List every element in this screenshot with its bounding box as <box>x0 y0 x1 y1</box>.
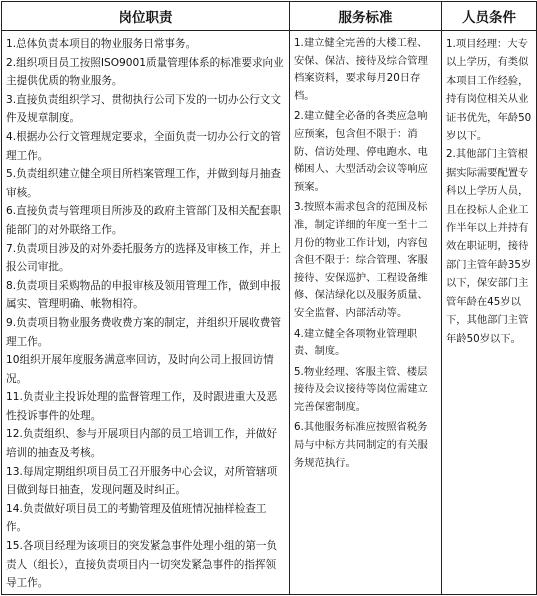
duty-item: 1.总体负责本项目的物业服务日常事务。 <box>6 38 197 50</box>
duty-item: 2.组织项目员工按照ISO9001质量管理体系的标准要求向业主提供优质的物业服务。 <box>6 56 284 88</box>
header-duties: 岗位职责 <box>2 2 290 31</box>
table-header-row <box>2 2 537 31</box>
duty-item: 4.根据办公行文管理规定要求，全面负责一切办公行文的管理工作。 <box>6 130 281 162</box>
service-standard-item: 1.建立健全完善的大楼工程、安保、保洁、接待及综合管理档案资料，要求每月20日存档。 <box>294 37 428 102</box>
duty-item: 11.负责业主投诉处理的监督管理工作，及时跟进重大及恶性投诉事件的处理。 <box>6 391 278 422</box>
service-standard-item: 3.按照本需求包含的范围及标准，制定详细的年度一至十二月份的物业工作计划，内容包含但不限于：综合管理、客服接待、安保巡护、工程设备维修、保洁绿化以及服务质量、安全监督、内部活动等。 <box>294 201 428 319</box>
header-service-standards: 服务标准 <box>290 2 442 31</box>
duty-table <box>1 1 537 595</box>
duty-item: 14.负责做好项目员工的考勤管理及值班情况抽样检查工作。 <box>6 502 267 534</box>
duty-item: 3.直接负责组织学习、贯彻执行公司下发的一切办公行文文件及规章制度。 <box>6 93 281 125</box>
duty-item: 8.负责项目采购物品的申报审核及领用管理工作，做到申报属实、管理明确、帐物相符。 <box>6 279 281 311</box>
header-staff-requirements: 人员条件 <box>442 2 537 31</box>
staff-requirements-cell <box>442 31 537 595</box>
service-standard-item: 4.建立健全各项物业管理职责、制度。 <box>294 327 418 358</box>
service-standard-item: 6.其他服务标准应按照省税务局与中标方共同制定的有关服务规范执行。 <box>294 421 428 469</box>
staff-requirement-item: 2.其他部门主管根据实际需要配置专科以上学历人员，且在投标人企业工作半年以上并持有效在职证明，接待部门主管年龄35岁以下，保安部门主管年龄在45岁以下，其他部门主管年龄50岁以下。 <box>446 148 532 345</box>
duty-item: 5.负责组织建立健全项目所档案管理工作，并做到每月抽查审核。 <box>6 168 281 199</box>
service-standard-item: 5.物业经理、客服主管、楼层接待及会议接待等岗位需建立完善保密制度。 <box>294 365 428 413</box>
duty-item: 15.各项目经理为该项目的突发紧急事件处理小组的第一负责人（组长），直接负责项目内一切突发紧急事件的指挥领导工作。 <box>6 540 278 590</box>
staff-requirement-item: 1.项目经理：大专以上学历，有类似本项目工作经验，持有岗位相关从业证书优先，年龄50岁以下。 <box>446 38 532 143</box>
duty-item: 7.负责项目涉及的对外委托服务方的选择及审核工作，并上报公司审批。 <box>6 242 281 274</box>
table-row <box>2 31 537 595</box>
duty-item: 13.每周定期组织项目员工召开服务中心会议，对所管辖项目做到每日抽查，发现问题及时纠正。 <box>6 465 278 497</box>
duty-item: 10组织开展年度服务满意率回访，及时向公司上报回访情况。 <box>6 354 274 385</box>
duty-item: 6.直接负责与管理项目所涉及的政府主管部门及相关配套职能部门的对外联络工作。 <box>6 205 281 236</box>
duty-item: 9.负责项目物业服务费收费方案的制定，并组织开展收费管理工作。 <box>6 316 281 348</box>
service-standard-item: 2.建立健全必备的各类应急响应预案，包含但不限于：消防、信访处理、停电跑水、电梯困人、大型活动会议等响应预案。 <box>294 110 428 193</box>
service-standards-cell <box>290 31 442 595</box>
duty-item: 12.负责组织、参与开展项目内部的员工培训工作，并做好培训的抽查及考核。 <box>6 428 278 460</box>
duties-cell <box>2 31 290 595</box>
